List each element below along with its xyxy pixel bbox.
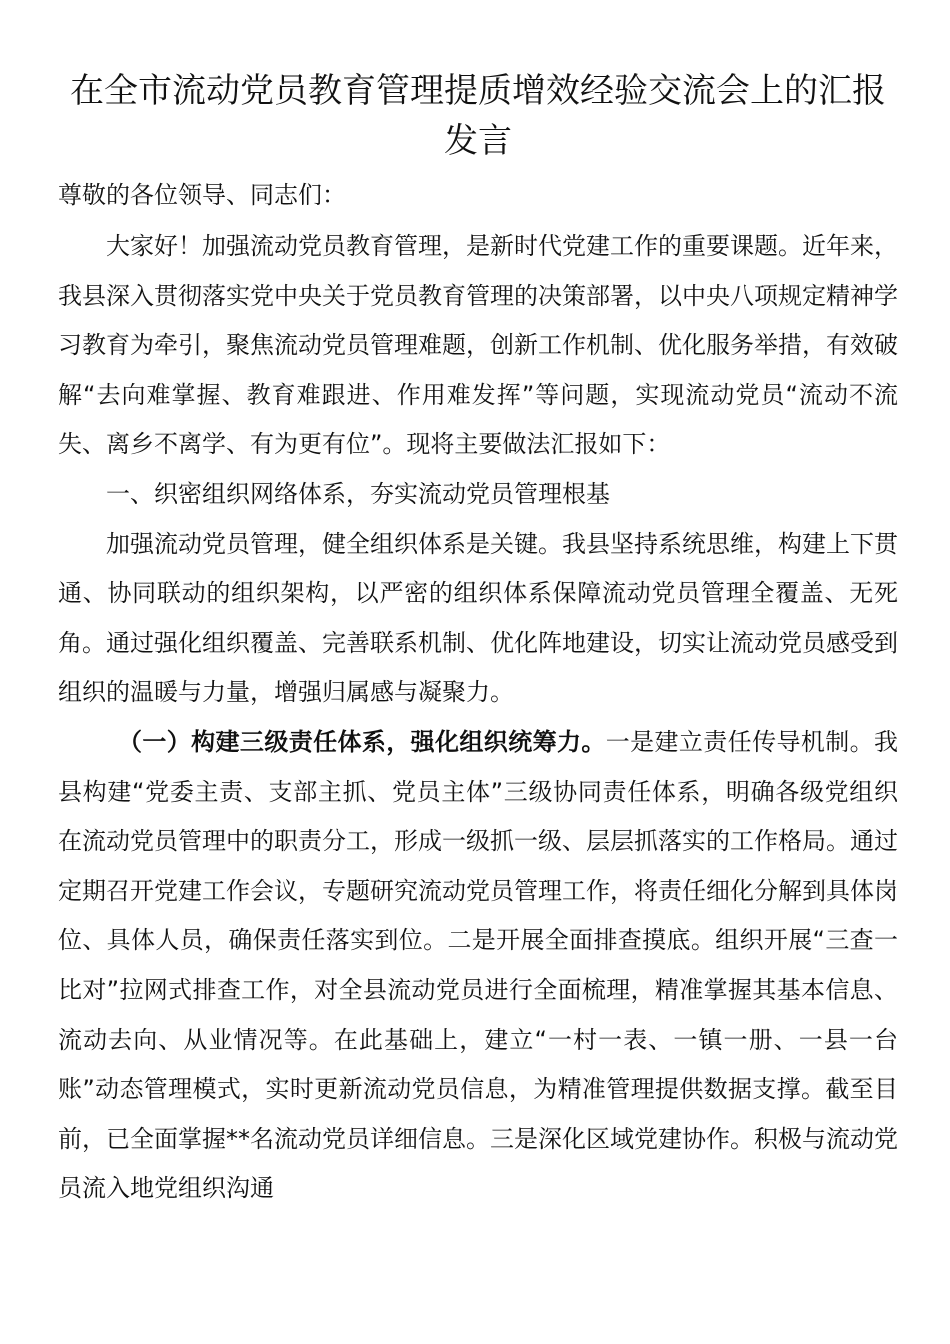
document-page bbox=[58, 66, 898, 1214]
section-1-paragraph: 加强流动党员管理，健全组织体系是关键。我县坚持系统思维，构建上下贯通、协同联动的组织架构，以严密的组织体系保障流动党员管理全覆盖、无死角。通过强化组织覆盖、完善联系机制、优化阵地建设，切实让流动党员感受到组织的温暖与力量，增强归属感与凝聚力。 bbox=[58, 529, 898, 707]
subsection-1-body: 一是建立责任传导机制。我县构建“党委主责、支部主抓、党员主体”三级协同责任体系，明确各级党组织在流动党员管理中的职责分工，形成一级抓一级、层层抓落实的工作格局。通过定期召开党建工作会议，专题研究流动党员管理工作，将责任细化分解到具体岗位、具体人员，确保责任落实到位。二是开展全面排查摸底。组织开展“三查一比对”拉网式排查工作，对全县流动党员进行全面梳理，精准掌握其基本信息、流动去向、从业情况等。在此基础上，建立“一村一表、一镇一册、一县一台账”动态管理模式，实时更新流动党员信息，为精准管理提供数据支撑。截至目前，已全面掌握**名流动党员详细信息。三是深化区域党建协作。积极与流动党员流入地党组织沟通 bbox=[58, 727, 899, 1203]
document-title: 在全市流动党员教育管理提质增效经验交流会上的汇报发言 bbox=[70, 71, 886, 161]
section-heading-1: 一、织密组织网络体系，夯实流动党员管理根基 bbox=[106, 479, 610, 508]
subsection-1-lead: （一）构建三级责任体系，强化组织统筹力。 bbox=[118, 727, 606, 756]
salutation: 尊敬的各位领导、同志们： bbox=[58, 181, 346, 209]
intro-paragraph: 大家好！加强流动党员教育管理，是新时代党建工作的重要课题。近年来，我县深入贯彻落实党中央关于党员教育管理的决策部署，以中央八项规定精神学习教育为牵引，聚焦流动党员管理难题，创新工作机制、优化服务举措，有效破解“去向难掌握、教育难跟进、作用难发挥”等问题，实现流动党员“流动不流失、离乡不离学、有为更有位”。现将主要做法汇报如下： bbox=[58, 232, 898, 459]
subsection-1-paragraph bbox=[58, 718, 898, 1214]
